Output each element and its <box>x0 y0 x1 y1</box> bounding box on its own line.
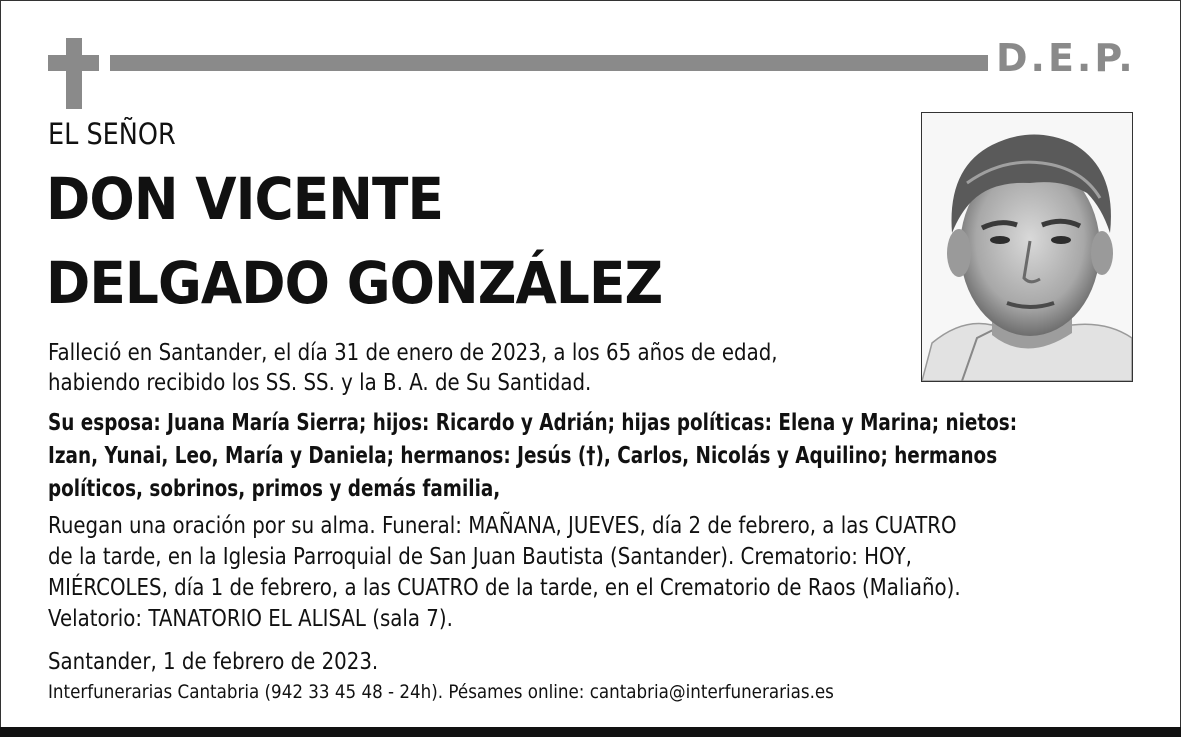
place-date: Santander, 1 de febrero de 2023. <box>48 649 379 675</box>
bottom-rule <box>0 727 1181 737</box>
honorific: EL SEÑOR <box>48 117 176 151</box>
portrait-photo <box>921 112 1133 382</box>
cross-icon <box>66 38 82 109</box>
death-text-line1: Falleció en Santander, el día 31 de enero de 2023, a los 65 años de edad, <box>48 340 778 366</box>
service-text-line1: Ruegan una oración por su alma. Funeral: MAÑANA, JUEVES, día 2 de febrero, a las CUATRO <box>48 513 957 539</box>
header-rule <box>110 55 988 71</box>
dep-label: D.E.P. <box>996 36 1136 80</box>
service-text-line4: Velatorio: TANATORIO EL ALISAL (sala 7). <box>48 606 453 632</box>
family-text-line3: políticos, sobrinos, primos y demás familia, <box>48 476 501 502</box>
family-text-line1: Su esposa: Juana María Sierra; hijos: Ricardo y Adrián; hijas políticas: Elena y Marina; nietos: <box>48 410 1018 436</box>
portrait-image <box>922 113 1132 381</box>
funeral-home-footer: Interfunerarias Cantabria (942 33 45 48 - 24h). Pésames online: cantabria@interfunerarias.es <box>48 681 834 703</box>
deceased-name-line1: DON VICENTE <box>46 165 444 233</box>
death-text-line2: habiendo recibido los SS. SS. y la B. A. de Su Santidad. <box>48 370 592 396</box>
family-text-line2: Izan, Yunai, Leo, María y Daniela; hermanos: Jesús (†), Carlos, Nicolás y Aquilino; hermanos <box>48 443 998 469</box>
cross-icon-bar <box>48 55 99 71</box>
deceased-name-line2: DELGADO GONZÁLEZ <box>46 249 663 317</box>
service-text-line2: de la tarde, en la Iglesia Parroquial de San Juan Bautista (Santander). Crematorio: HOY, <box>48 544 912 570</box>
service-text-line3: MIÉRCOLES, día 1 de febrero, a las CUATRO de la tarde, en el Crematorio de Raos (Maliaño). <box>48 575 961 601</box>
